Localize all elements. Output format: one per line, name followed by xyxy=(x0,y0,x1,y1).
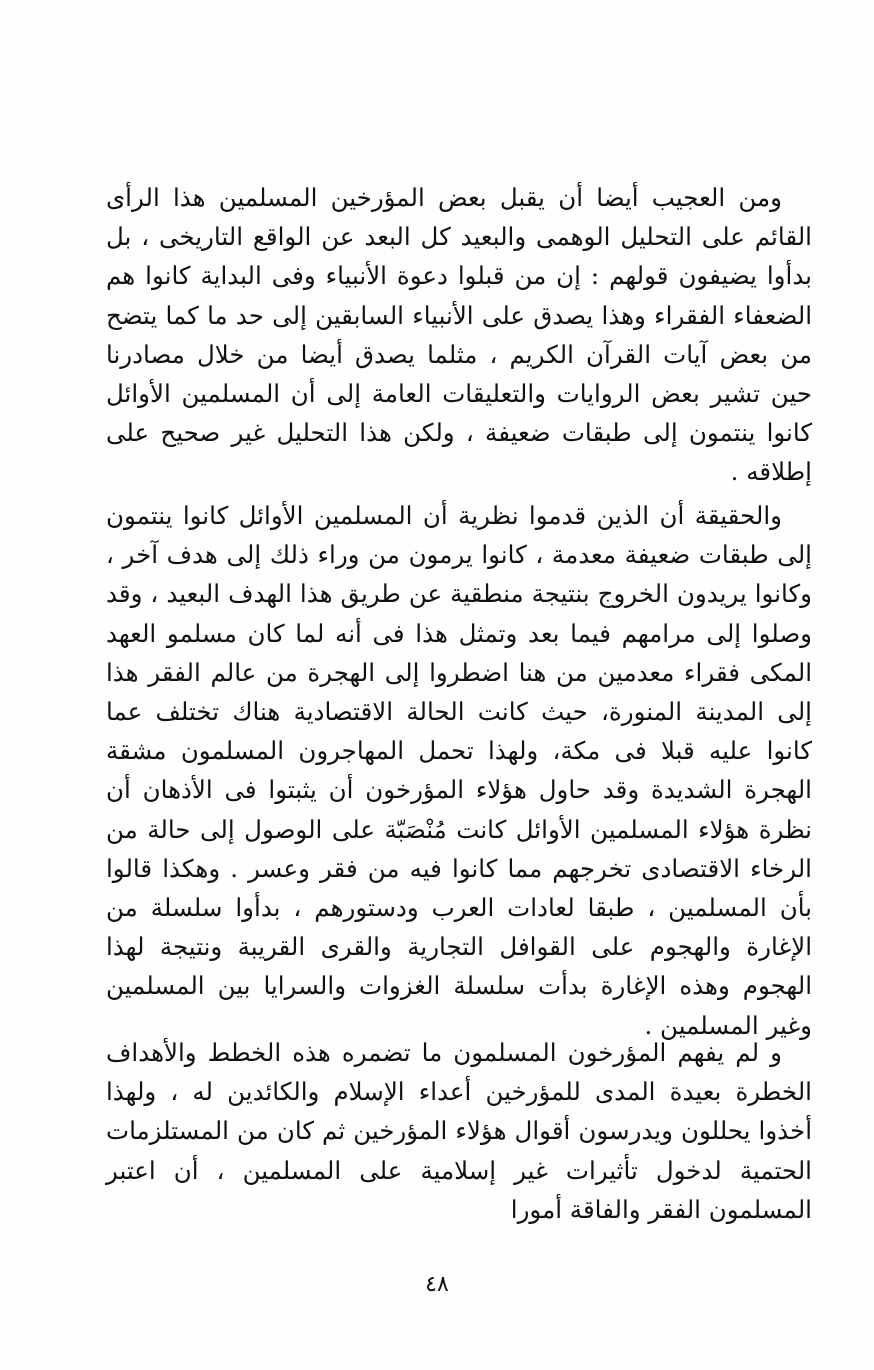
page-number: ٤٨ xyxy=(425,1272,449,1297)
paragraph-3: و لم يفهم المؤرخون المسلمون ما تضمره هذه الخطط والأهداف الخطرة بعيدة المدى للمؤرخين أعداء الإسلام والكائدين له ، ولهذا أخذوا يحللون ويدرسون أقوال هؤلاء المؤرخين ثم كان من المستلزمات الحتمية لدخول تأثيرات غير إسلامية على المسلمين ، أن اعتبر المسلمون الفقر والفاقة أمورا xyxy=(106,1038,812,1224)
paragraph-2: والحقيقة أن الذين قدموا نظرية أن المسلمين الأوائل كانوا ينتمون إلى طبقات ضعيفة معدمة ، كانوا يرمون من وراء ذلك إلى هدف آخر ، وكانوا يريدون الخروج بنتيجة منطقية عن طريق هذا الهدف البعيد ، وقد وصلوا إلى مرامهم فيما بعد وتمثل هذا فى أنه لما كان مسلمو العهد المكى فقراء معدمين من هنا اضطروا إلى الهجرة من عالم الفقر هذا إلى المدينة المنورة، حيث كانت الحالة الاقتصادية هناك تختلف عما كانوا عليه قبلا فى مكة، ولهذا تحمل المهاجرون المسلمون مشقة الهجرة الشديدة وقد حاول هؤلاء المؤرخون أن يثبتوا فى الأذهان أن نظرة هؤلاء المسلمين الأوائل كانت مُنْصَبّة على الوصول إلى حالة من الرخاء الاقتصادى تخرجهم مما كانوا فيه من فقر وعسر . وهكذا قالوا بأن المسلمين ، طبقا لعادات العرب ودستورهم ، بدأوا سلسلة من الإغارة والهجوم على القوافل التجارية والقرى القريبة ونتيجة لهذا الهجوم وهذه الإغارة بدأت سلسلة الغزوات والسرايا بين المسلمين وغير المسلمين . xyxy=(106,501,812,1040)
paragraph-1: ومن العجيب أيضا أن يقبل بعض المؤرخين المسلمين هذا الرأى القائم على التحليل الوهمى والبعيد كل البعد عن الواقع التاريخى ، بل بدأوا يضيفون قولهم : إن من قبلوا دعوة الأنبياء وفى البداية كانوا هم الضعفاء الفقراء وهذا يصدق على الأنبياء السابقين إلى حد ما كما يتضح من بعض آيات القرآن الكريم ، مثلما يصدق أيضا من خلال مصادرنا حين تشير بعض الروايات والتعليقات العامة إلى أن المسلمين الأوائل كانوا ينتمون إلى طبقات ضعيفة ، ولكن هذا التحليل غير صحيح على إطلاقه . xyxy=(106,183,812,487)
